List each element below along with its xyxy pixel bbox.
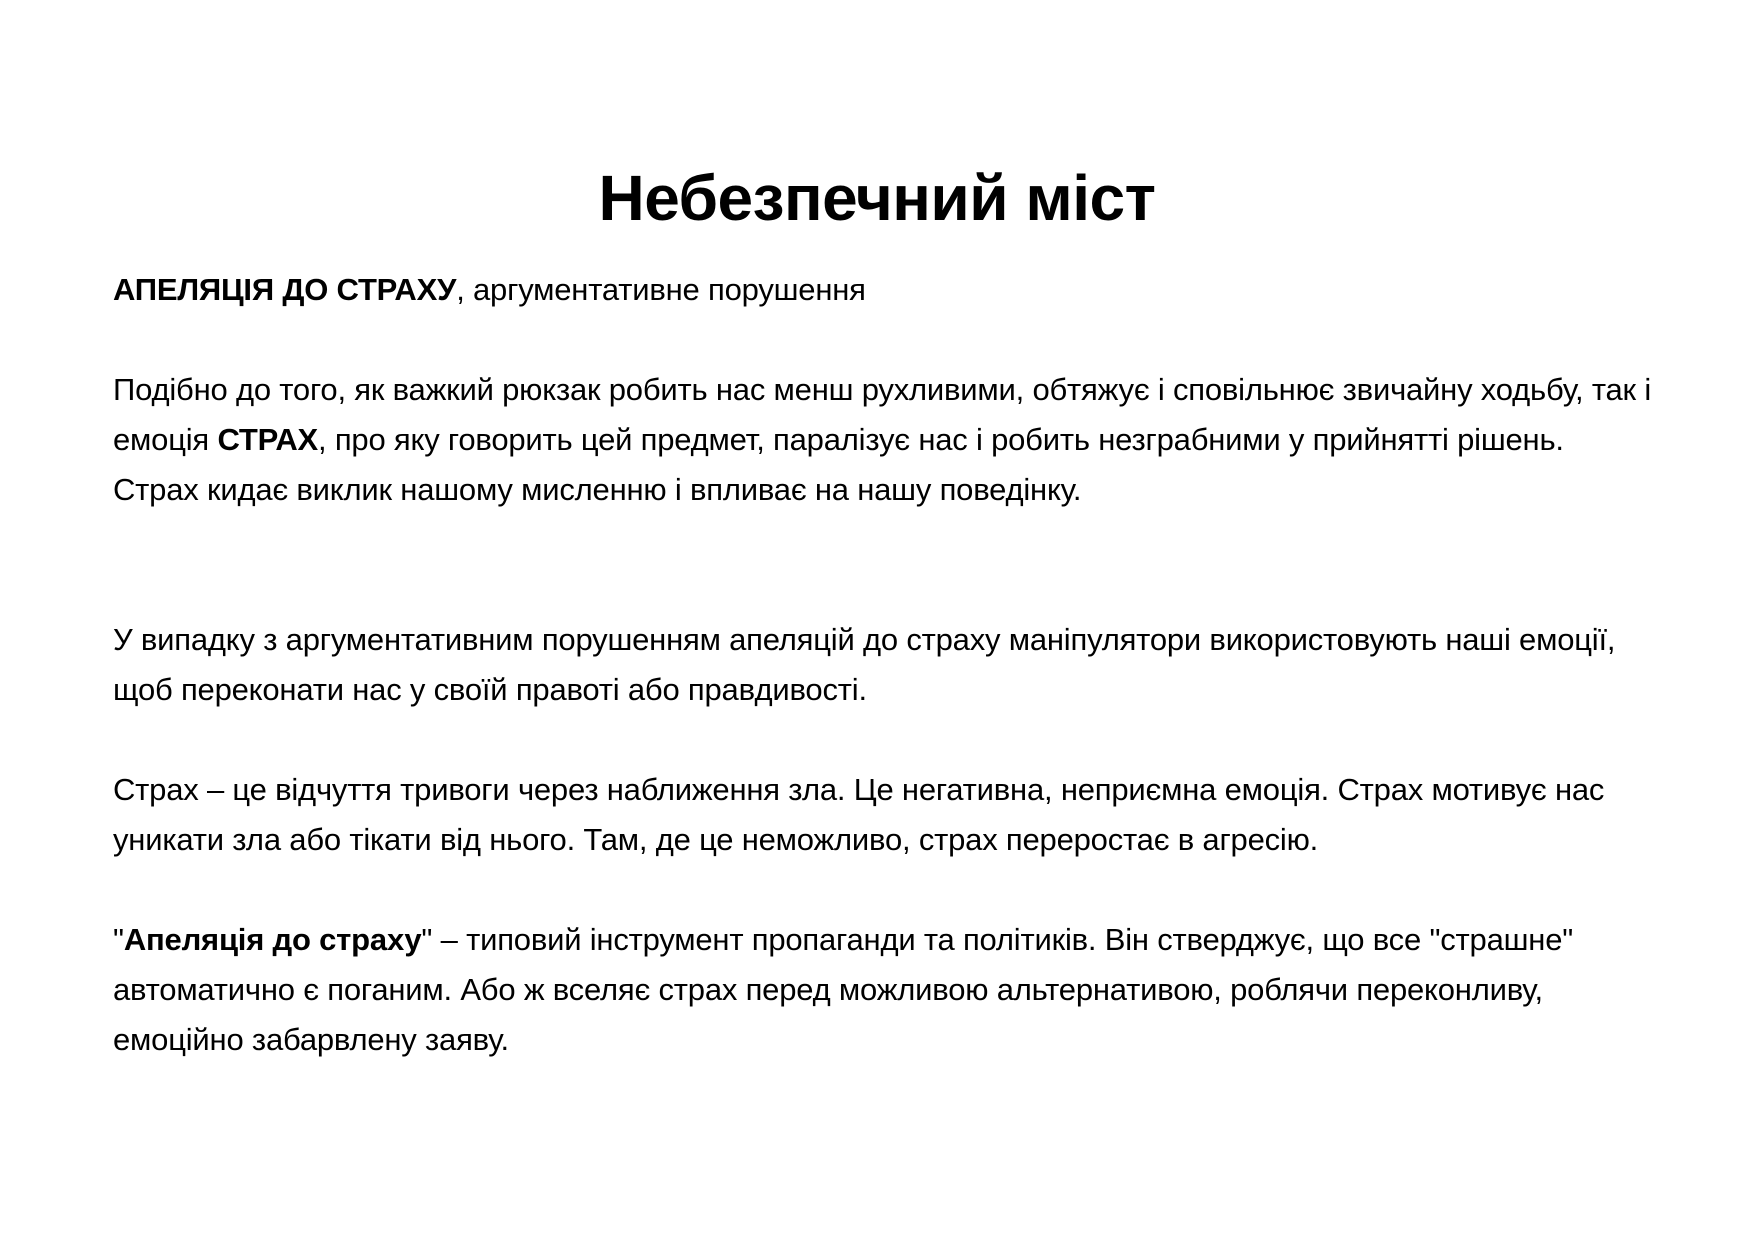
paragraph-propaganda bbox=[113, 915, 1653, 1065]
paragraph-propaganda-rest: " – типовий інструмент пропаганди та політиків. Він стверджує, що все "страшне" автоматично є поганим. Або ж вселяє страх перед можливою альтернативою, роблячи переконливу, емоційно забарвлену заяву. bbox=[113, 922, 1574, 1057]
subtitle-rest: , аргументативне порушення bbox=[456, 272, 866, 307]
page-title: Небезпечний міст bbox=[598, 162, 1156, 234]
subtitle-bold: АПЕЛЯЦІЯ ДО СТРАХУ bbox=[113, 272, 457, 307]
subtitle-line bbox=[113, 265, 1653, 315]
paragraph-manipulators: У випадку з аргументативним порушенням апеляцій до страху маніпулятори використовують наші емоції, щоб переконати нас у своїй правоті або правдивості. bbox=[113, 622, 1616, 707]
paragraph-backpack-part2: , про яку говорить цей предмет, паралізує нас і робить незграбними у прийнятті рішень. Страх кидає виклик нашому мисленню і впливає на нашу поведінку. bbox=[113, 422, 1564, 507]
paragraph-backpack-part1: Подібно до того, як важкий рюкзак робить нас менш рухливими, обтяжує і сповільнює звичайну ходьбу, так і емоція bbox=[113, 372, 1652, 457]
paragraph-fear-definition: Страх – це відчуття тривоги через наближення зла. Це негативна, неприємна емоція. Страх мотивує нас уникати зла або тікати від нього. Там, де це неможливо, страх переростає в агресію. bbox=[113, 772, 1605, 857]
paragraph-propaganda-bold: Апеляція до страху bbox=[123, 922, 422, 957]
paragraph-backpack-bold: СТРАХ bbox=[217, 422, 319, 457]
paragraph-propaganda-quote: " bbox=[113, 922, 124, 957]
paragraph-backpack bbox=[113, 365, 1653, 515]
